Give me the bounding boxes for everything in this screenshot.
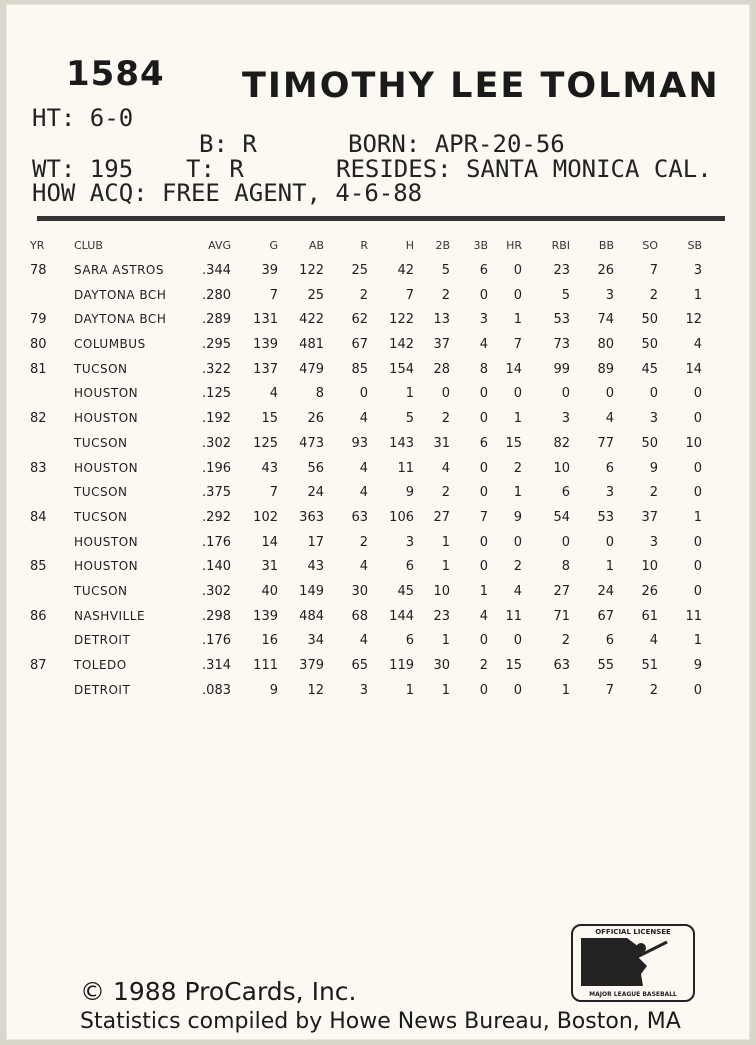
stats-cell-so: 0 [649,386,658,402]
stats-cell-rbi: 1 [561,682,570,698]
stats-cell-3b: 6 [479,263,488,278]
stats-cell-rbi: 82 [553,435,570,451]
stats-cell-sb: 1 [693,287,702,303]
stats-cell-ab: 484 [299,608,324,624]
stats-cell-bb: 0 [605,386,614,402]
stats-cell-club: HOUSTON [74,559,139,574]
stats-cell-avg: .280 [202,287,231,303]
stats-cell-2b: 30 [433,658,450,673]
stats-row [6,334,750,359]
stats-cell-hr: 0 [513,534,522,550]
stats-cell-so: 50 [641,435,658,451]
copyright-text: © 1988 ProCards, Inc. [80,977,357,1006]
stats-cell-hr: 15 [505,658,522,673]
stats-cell-2b: 4 [441,460,450,476]
stats-cell-g: 102 [253,509,278,525]
stats-cell-r: 25 [351,263,368,278]
stats-cell-r: 4 [359,485,368,501]
stats-cell-sb: 0 [693,534,702,550]
stats-cell-so: 50 [641,312,658,328]
stats-cell-club: DETROIT [74,633,131,648]
stats-cell-sb: 0 [693,682,702,698]
stats-cell-ab: 479 [299,361,324,377]
stats-cell-rbi: 8 [561,559,570,575]
stats-cell-club: DETROIT [74,682,131,697]
stats-row [6,507,750,532]
stats-cell-r: 30 [351,583,368,599]
stats-cell-hr: 0 [513,263,522,278]
stats-cell-ab: 56 [307,460,324,476]
stats-cell-2b: 1 [441,633,450,649]
stats-cell-avg: .295 [202,337,231,353]
stats-cell-sb: 1 [693,633,702,649]
stats-cell-h: 11 [397,460,414,476]
stats-cell-2b: 1 [441,534,450,550]
bats-field: B: R [199,130,257,158]
stats-cell-g: 139 [253,337,278,353]
stats-cell-yr: 87 [30,658,47,673]
stats-cell-rbi: 99 [553,361,570,377]
stats-cell-rbi: 53 [553,312,570,328]
stats-cell-ab: 149 [299,583,324,599]
stats-cell-hr: 2 [513,559,522,575]
stats-cell-club: HOUSTON [74,386,139,401]
stats-cell-so: 2 [649,287,658,303]
stats-cell-g: 125 [253,435,278,451]
stats-cell-2b: 23 [433,608,450,624]
stats-cell-g: 31 [261,559,278,575]
stats-cell-so: 7 [649,263,658,278]
stats-row [6,581,750,606]
stats-cell-ab: 25 [307,287,324,303]
stats-cell-h: 6 [405,633,414,649]
stats-cell-h: 45 [397,583,414,599]
weight-field: WT: 195 [32,155,134,183]
stats-cell-rbi: 3 [561,411,570,427]
stats-cell-3b: 0 [479,287,488,303]
stats-cell-r: 2 [359,287,368,303]
stats-cell-so: 50 [641,337,658,353]
stats-cell-g: 111 [253,658,278,673]
stats-cell-3b: 4 [479,608,488,624]
stats-cell-3b: 1 [479,583,488,599]
stats-cell-club: HOUSTON [74,411,139,426]
stats-cell-club: SARA ASTROS [74,263,164,277]
stats-cell-rbi: 27 [553,583,570,599]
stats-row [6,433,750,458]
stats-cell-bb: 74 [597,312,614,328]
stats-cell-hr: 7 [513,337,522,353]
stats-row [6,408,750,433]
stats-cell-hr: 1 [513,485,522,501]
stats-cell-2b: 10 [433,583,450,599]
stats-cell-2b: 27 [433,509,450,525]
stats-row [6,532,750,557]
stats-cell-g: 7 [269,287,278,303]
stats-cell-bb: 80 [597,337,614,353]
stats-cell-g: 40 [261,583,278,599]
stats-cell-avg: .314 [202,658,231,673]
stats-header-g: G [269,239,278,252]
stats-row [6,655,750,680]
stats-row [6,309,750,334]
stats-cell-club: TUCSON [74,361,128,376]
stats-cell-club: COLUMBUS [74,337,146,352]
stats-header-sb: SB [687,239,702,252]
stats-cell-3b: 6 [479,435,488,451]
stats-cell-hr: 0 [513,287,522,303]
throws-field: T: R [186,155,244,183]
stats-cell-club: DAYTONA BCH [74,312,167,327]
stats-cell-yr: 80 [30,337,47,353]
stats-cell-so: 2 [649,485,658,501]
stats-cell-bb: 67 [597,608,614,624]
stats-cell-ab: 363 [299,509,324,525]
stats-cell-h: 154 [389,361,414,377]
stats-cell-sb: 0 [693,411,702,427]
stats-cell-sb: 0 [693,386,702,402]
stats-cell-h: 42 [397,263,414,278]
stats-cell-avg: .176 [202,534,231,550]
stats-cell-avg: .344 [202,263,231,278]
stats-cell-ab: 34 [307,633,324,649]
stats-cell-r: 0 [359,386,368,402]
stats-cell-r: 67 [351,337,368,353]
stats-cell-2b: 2 [441,411,450,427]
stats-header-hr: HR [506,239,522,252]
stats-cell-h: 5 [405,411,414,427]
stats-cell-bb: 26 [597,263,614,278]
stats-cell-avg: .192 [202,411,231,427]
stats-cell-hr: 1 [513,312,522,328]
stats-cell-3b: 0 [479,559,488,575]
stats-header-r: R [360,239,368,252]
stats-cell-r: 65 [351,658,368,673]
stats-cell-ab: 17 [307,534,324,550]
stats-cell-so: 9 [649,460,658,476]
stats-cell-bb: 3 [605,485,614,501]
stats-cell-sb: 3 [693,263,702,278]
stats-cell-ab: 26 [307,411,324,427]
logo-bottom-text: MAJOR LEAGUE BASEBALL [589,991,677,998]
stats-header-yr: YR [30,239,45,252]
stats-cell-club: NASHVILLE [74,608,146,623]
stats-cell-rbi: 0 [561,534,570,550]
stats-cell-g: 139 [253,608,278,624]
stats-cell-r: 93 [351,435,368,451]
stats-cell-rbi: 0 [561,386,570,402]
stats-cell-2b: 28 [433,361,450,377]
stats-cell-hr: 0 [513,386,522,402]
stats-cell-avg: .302 [202,583,231,599]
stats-cell-club: TUCSON [74,485,128,500]
stats-cell-club: TUCSON [74,509,128,524]
stats-credit-text: Statistics compiled by Howe News Bureau, Boston, MA [80,1009,681,1034]
stats-row [6,458,750,483]
stats-cell-h: 7 [405,287,414,303]
stats-cell-hr: 1 [513,411,522,427]
stats-cell-so: 2 [649,682,658,698]
stats-cell-so: 26 [641,583,658,599]
stats-cell-yr: 83 [30,460,47,476]
stats-cell-3b: 0 [479,386,488,402]
stats-cell-2b: 37 [433,337,450,353]
stats-cell-bb: 77 [597,435,614,451]
stats-header-row [6,236,750,260]
stats-cell-h: 122 [389,312,414,328]
stats-cell-g: 39 [261,263,278,278]
stats-table [6,236,750,704]
stats-cell-ab: 24 [307,485,324,501]
stats-cell-so: 61 [641,608,658,624]
stats-cell-3b: 0 [479,534,488,550]
stats-cell-bb: 6 [605,633,614,649]
player-name: TIMOTHY LEE TOLMAN [242,66,720,106]
stats-cell-ab: 473 [299,435,324,451]
stats-cell-g: 131 [253,312,278,328]
stats-cell-h: 144 [389,608,414,624]
card-number: 1584 [66,54,165,94]
stats-cell-so: 3 [649,411,658,427]
stats-cell-r: 2 [359,534,368,550]
stats-cell-bb: 1 [605,559,614,575]
stats-cell-bb: 24 [597,583,614,599]
logo-top-text: OFFICIAL LICENSEE [595,928,671,936]
stats-cell-bb: 89 [597,361,614,377]
stats-cell-h: 3 [405,534,414,550]
stats-cell-3b: 0 [479,485,488,501]
stats-cell-hr: 9 [513,509,522,525]
stats-cell-avg: .176 [202,633,231,649]
stats-cell-club: DAYTONA BCH [74,287,167,302]
stats-cell-sb: 0 [693,485,702,501]
stats-cell-avg: .302 [202,435,231,451]
stats-cell-rbi: 2 [561,633,570,649]
stats-cell-sb: 4 [693,337,702,353]
stats-cell-hr: 0 [513,633,522,649]
stats-header-h: H [405,239,414,252]
stats-cell-yr: 85 [30,559,47,575]
stats-cell-rbi: 23 [553,263,570,278]
stats-header-rbi: RBI [551,239,570,252]
stats-cell-rbi: 10 [553,460,570,476]
stats-cell-2b: 2 [441,485,450,501]
stats-cell-avg: .289 [202,312,231,328]
stats-cell-yr: 82 [30,411,47,427]
stats-cell-so: 45 [641,361,658,377]
stats-cell-sb: 9 [693,658,702,673]
stats-cell-g: 137 [253,361,278,377]
stats-cell-bb: 53 [597,509,614,525]
stats-cell-3b: 7 [479,509,488,525]
stats-header-club: CLUB [74,239,103,252]
stats-cell-2b: 0 [441,386,450,402]
stats-cell-club: TUCSON [74,435,128,450]
stats-row [6,630,750,655]
stats-cell-3b: 0 [479,633,488,649]
stats-cell-r: 4 [359,411,368,427]
stats-cell-hr: 11 [505,608,522,624]
stats-cell-bb: 6 [605,460,614,476]
stats-cell-r: 62 [351,312,368,328]
stats-row [6,606,750,631]
resides-field: RESIDES: SANTA MONICA CAL. [336,155,712,183]
stats-cell-yr: 81 [30,361,47,377]
stats-cell-rbi: 54 [553,509,570,525]
stats-cell-ab: 422 [299,312,324,328]
stats-cell-avg: .322 [202,361,231,377]
stats-cell-yr: 78 [30,263,47,278]
baseball-card-back [6,4,750,1040]
stats-cell-bb: 3 [605,287,614,303]
stats-cell-r: 68 [351,608,368,624]
stats-cell-r: 3 [359,682,368,698]
stats-header-ab: AB [308,239,324,252]
stats-cell-g: 43 [261,460,278,476]
stats-cell-3b: 0 [479,411,488,427]
stats-cell-sb: 14 [685,361,702,377]
stats-cell-2b: 1 [441,682,450,698]
stats-cell-rbi: 6 [561,485,570,501]
stats-cell-g: 14 [261,534,278,550]
stats-header-so: SO [642,239,658,252]
stats-cell-g: 4 [269,386,278,402]
stats-header-avg: AVG [208,239,231,252]
stats-cell-sb: 10 [685,435,702,451]
stats-cell-avg: .298 [202,608,231,624]
stats-cell-avg: .196 [202,460,231,476]
stats-cell-h: 1 [405,386,414,402]
stats-cell-3b: 0 [479,460,488,476]
stats-cell-ab: 122 [299,263,324,278]
stats-row [6,556,750,581]
stats-cell-ab: 8 [315,386,324,402]
stats-cell-h: 1 [405,682,414,698]
stats-cell-hr: 14 [505,361,522,377]
stats-row [6,482,750,507]
stats-cell-sb: 12 [685,312,702,328]
stats-cell-club: TUCSON [74,583,128,598]
stats-cell-yr: 84 [30,509,47,525]
stats-cell-h: 142 [389,337,414,353]
stats-cell-sb: 11 [685,608,702,624]
stats-cell-avg: .083 [202,682,231,698]
stats-row [6,260,750,285]
stats-cell-g: 7 [269,485,278,501]
stats-cell-sb: 0 [693,559,702,575]
stats-cell-r: 85 [351,361,368,377]
stats-cell-so: 4 [649,633,658,649]
stats-header-bb: BB [598,239,614,252]
stats-cell-r: 4 [359,559,368,575]
stats-cell-sb: 1 [693,509,702,525]
stats-cell-rbi: 71 [553,608,570,624]
stats-cell-3b: 8 [479,361,488,377]
stats-cell-bb: 4 [605,411,614,427]
stats-cell-so: 3 [649,534,658,550]
stats-header-3b: 3B [473,239,488,252]
stats-cell-avg: .125 [202,386,231,402]
stats-cell-bb: 0 [605,534,614,550]
stats-cell-ab: 12 [307,682,324,698]
stats-cell-h: 119 [389,658,414,673]
stats-cell-g: 16 [261,633,278,649]
stats-cell-g: 15 [261,411,278,427]
stats-cell-bb: 7 [605,682,614,698]
stats-cell-2b: 31 [433,435,450,451]
stats-cell-club: TOLEDO [74,658,127,672]
stats-row [6,680,750,705]
stats-cell-club: HOUSTON [74,534,139,549]
stats-cell-h: 9 [405,485,414,501]
stats-cell-3b: 2 [479,658,488,673]
stats-row [6,285,750,310]
stats-cell-yr: 86 [30,608,47,624]
height-field: HT: 6-0 [32,104,134,132]
stats-cell-sb: 0 [693,583,702,599]
stats-cell-h: 106 [389,509,414,525]
stats-cell-avg: .292 [202,509,231,525]
stats-cell-avg: .375 [202,485,231,501]
stats-cell-g: 9 [269,682,278,698]
stats-cell-hr: 2 [513,460,522,476]
stats-row [6,383,750,408]
stats-cell-3b: 0 [479,682,488,698]
stats-cell-3b: 3 [479,312,488,328]
how-acquired-field: HOW ACQ: FREE AGENT, 4-6-88 [32,179,423,207]
stats-header-2b: 2B [435,239,450,252]
stats-cell-so: 10 [641,559,658,575]
divider-rule [37,216,725,221]
stats-cell-r: 4 [359,633,368,649]
born-field: BORN: APR-20-56 [348,130,565,158]
stats-cell-h: 6 [405,559,414,575]
stats-cell-h: 143 [389,435,414,451]
stats-cell-2b: 1 [441,559,450,575]
stats-cell-hr: 4 [513,583,522,599]
stats-cell-2b: 2 [441,287,450,303]
stats-cell-so: 51 [641,658,658,673]
batter-silhouette-icon [581,938,681,986]
stats-cell-2b: 13 [433,312,450,328]
stats-cell-sb: 0 [693,460,702,476]
stats-cell-ab: 481 [299,337,324,353]
stats-cell-r: 4 [359,460,368,476]
stats-cell-hr: 0 [513,682,522,698]
stats-cell-rbi: 63 [553,658,570,673]
stats-cell-club: HOUSTON [74,460,139,475]
stats-cell-so: 37 [641,509,658,525]
stats-row [6,359,750,384]
mlb-logo-icon [571,924,695,1002]
stats-cell-3b: 4 [479,337,488,353]
stats-cell-r: 63 [351,509,368,525]
stats-cell-2b: 5 [441,263,450,278]
stats-cell-avg: .140 [202,559,231,575]
stats-cell-rbi: 5 [561,287,570,303]
stats-cell-hr: 15 [505,435,522,451]
stats-cell-ab: 43 [307,559,324,575]
stats-cell-ab: 379 [299,658,324,673]
stats-cell-yr: 79 [30,312,47,328]
stats-cell-bb: 55 [597,658,614,673]
stats-cell-rbi: 73 [553,337,570,353]
